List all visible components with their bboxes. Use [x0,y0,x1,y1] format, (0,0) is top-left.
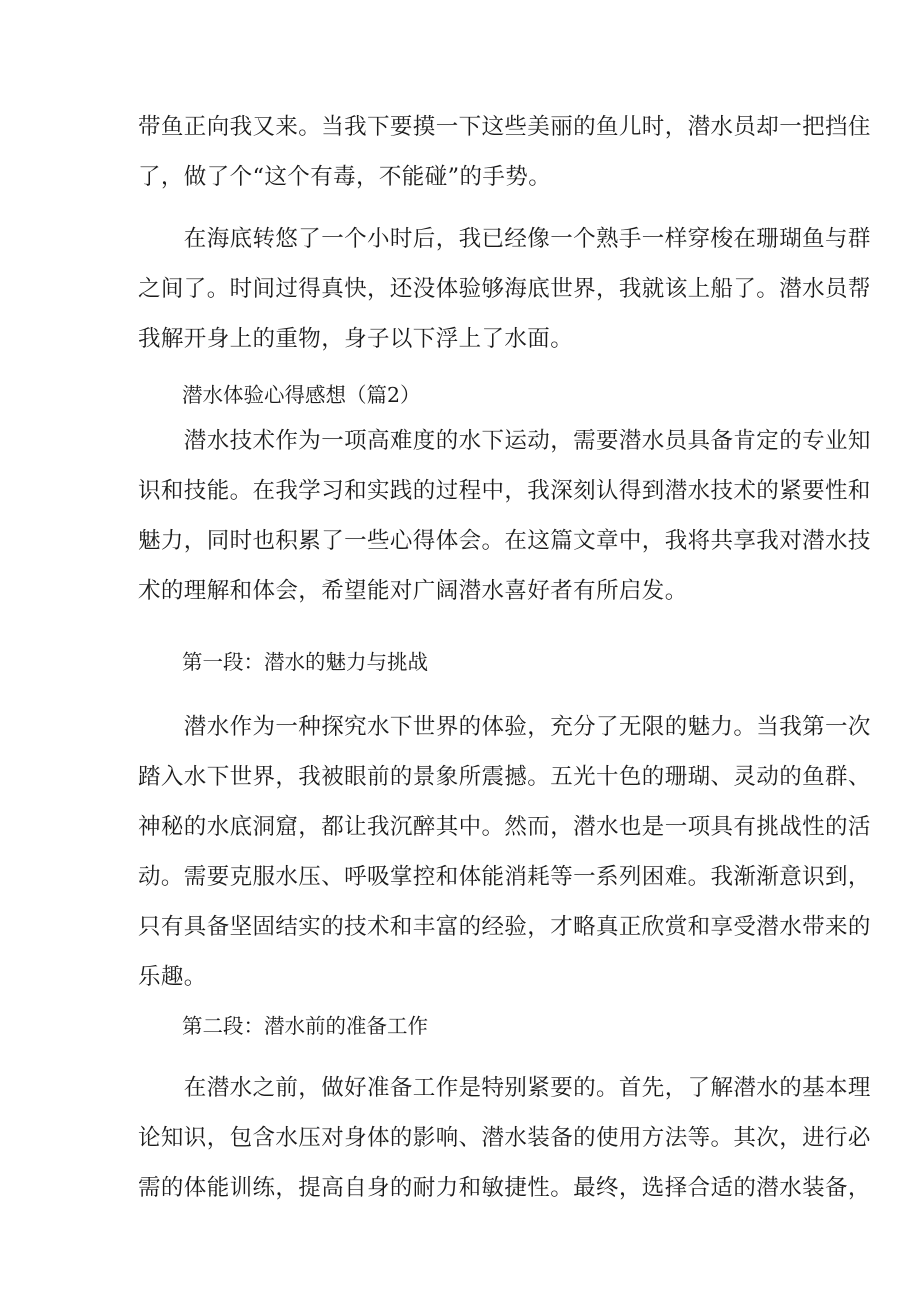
paragraph-preparation [138,1063,871,1213]
text-line: 在潜水之前，做好准备工作是特别紧要的。首先，了解潜水的基本理 [138,1075,871,1101]
section-heading-charm-and-challenge: 第一段：潜水的魅力与挑战 [182,650,428,674]
section-heading-part2: 潜水体验心得感想（篇2） [182,383,421,407]
text-line: 潜水作为一种探究水下世界的体验，充分了无限的魅力。当我第一次 [138,714,871,740]
paragraph-return-to-surface [138,214,871,364]
paragraph-dive-continuation [138,102,871,202]
text-line: 之间了。时间过得真快，还没体验够海底世界，我就该上船了。潜水员帮 [138,276,871,302]
text-line: 乐趣。 [138,964,207,990]
text-line: 识和技能。在我学习和实践的过程中，我深刻认得到潜水技术的紧要性和 [138,478,871,504]
paragraph-charm-and-challenge [138,702,871,1002]
text-line: 需的体能训练，提高自身的耐力和敏捷性。最终，选择合适的潜水装备， [138,1175,871,1201]
text-line: 在海底转悠了一个小时后，我已经像一个熟手一样穿梭在珊瑚鱼与群 [138,226,871,252]
text-line: 带鱼正向我又来。当我下要摸一下这些美丽的鱼儿时，潜水员却一把挡住 [138,114,871,140]
paragraph-intro-diving-technique [138,416,871,616]
text-line: 术的理解和体会，希望能对广阔潜水喜好者有所启发。 [138,578,688,604]
text-line: 只有具备坚固结实的技术和丰富的经验，才略真正欣赏和享受潜水带来的 [138,914,871,940]
text-line: 神秘的水底洞窟，都让我沉醉其中。然而，潜水也是一项具有挑战性的活 [138,814,871,840]
section-heading-preparation: 第二段：潜水前的准备工作 [182,1014,428,1038]
text-line: 我解开身上的重物，身子以下浮上了水面。 [138,326,574,352]
text-line: 论知识，包含水压对身体的影响、潜水装备的使用方法等。其次，进行必 [138,1125,871,1151]
text-line: 潜水技术作为一项高难度的水下运动，需要潜水员具备肯定的专业知 [138,428,871,454]
text-line: 了，做了个“这个有毒，不能碰”的手势。 [138,164,552,190]
text-line: 魅力，同时也积累了一些心得体会。在这篇文章中，我将共享我对潜水技 [138,528,871,554]
text-line: 动。需要克服水压、呼吸掌控和体能消耗等一系列困难。我渐渐意识到， [138,864,871,890]
text-line: 踏入水下世界，我被眼前的景象所震撼。五光十色的珊瑚、灵动的鱼群、 [138,764,871,790]
